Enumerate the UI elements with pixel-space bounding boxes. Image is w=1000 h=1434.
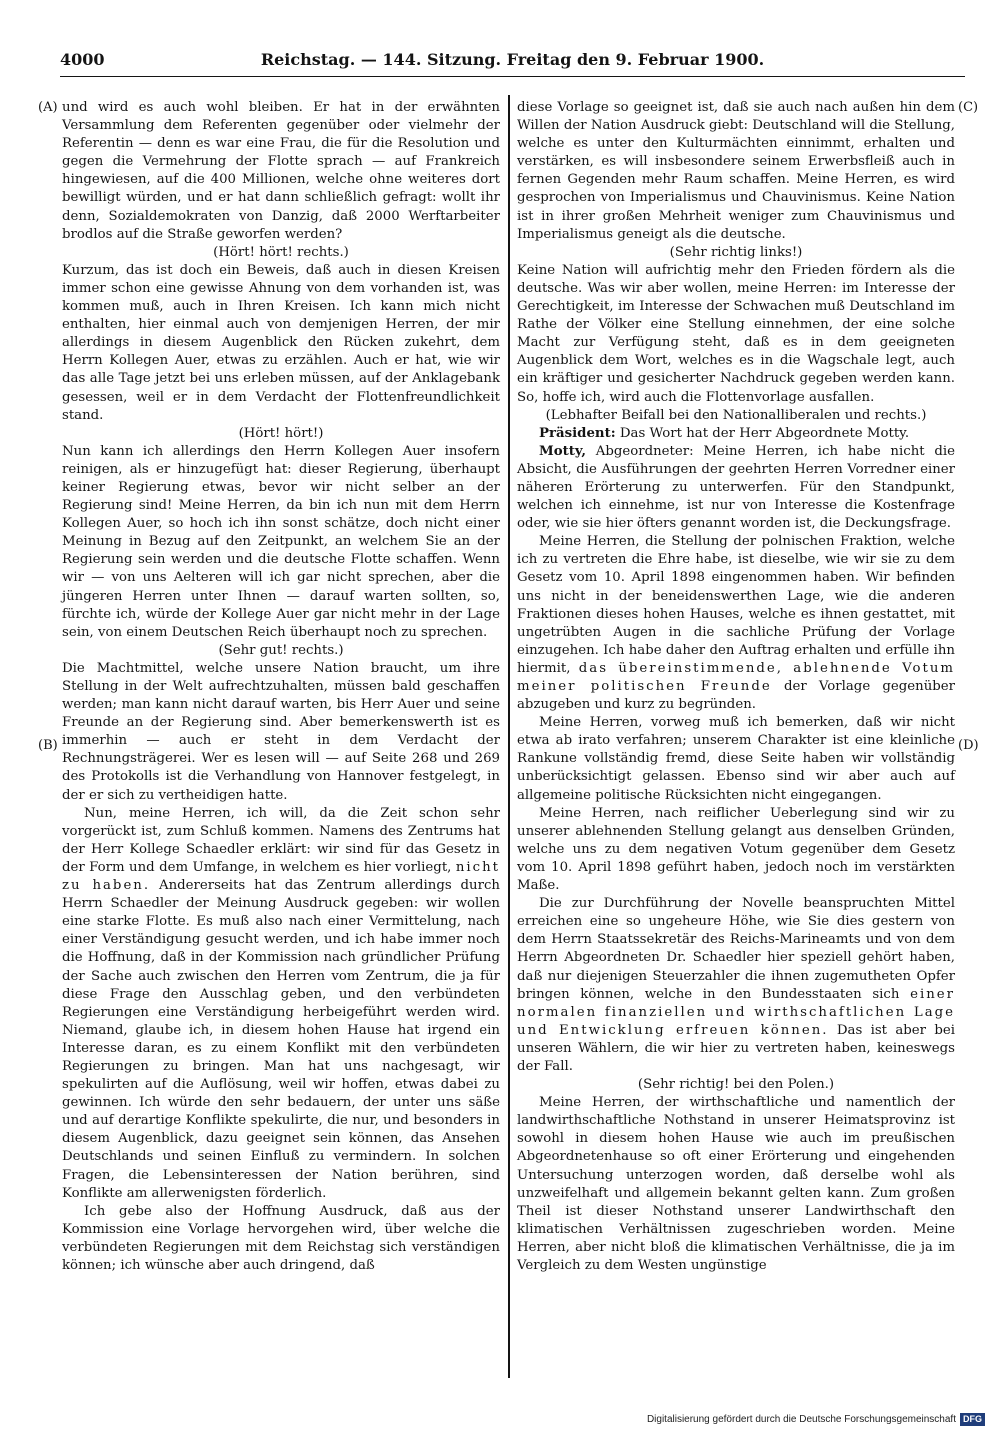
spaced-phrase: nicht zu haben. — [62, 859, 500, 894]
margin-letter-d: (D) — [958, 738, 979, 753]
margin-letter-a: (A) — [38, 100, 58, 115]
paragraph: Ich gebe also der Hoffnung Ausdruck, daß aus der Kommission eine Vorlage hervorgehen wird, über welche die verbündeten Regierungen mit dem Reichstag sich verständigen können; ich wünsche aber auch dringend, daß — [62, 1203, 500, 1273]
paragraph-text: Das ist aber bei unseren Wählern, die wir hier zu vertreten haben, keineswegs der Fall. — [517, 1022, 955, 1074]
running-head: Reichstag. — 144. Sitzung. Freitag den 9. Februar 1900. — [260, 50, 765, 69]
dfg-logo: DFG — [960, 1413, 985, 1426]
interjection: (Sehr richtig! bei den Polen.) — [637, 1077, 835, 1093]
paragraph-text: Das Wort hat der Herr Abgeordnete Motty. — [619, 425, 910, 441]
paragraph: Meine Herren, nach reiflicher Ueberlegung sind wir zu unserer ablehnenden Stellung gelangt aus denselben Gründen, welche uns zu dem negativen Votum gegenüber dem Gesetz vom 10. April 1898 geführt haben, jedoch noch im verstärkten Maße. — [517, 805, 955, 894]
page-header — [60, 50, 965, 76]
paragraph-text: Meine Herren, die Stellung der polnischen Fraktion, welche ich zu vertreten die Ehre habe, ist dieselbe, wie wir sie zu dem Gesetz vom 10. April 1898 eingenommen haben. Wir befinden uns nicht in der beneidenswerthen Lage, wie die anderen Fraktionen dieses hohen Hauses, welche es ihnen gestattet, mit ungetrübten Augen in die sachliche Prüfung der Vorlage einzugehen. Ich habe daher den Auftrag erhalten und erfülle ihn hiermit, — [517, 534, 955, 676]
spaced-phrase: das übereinstimmende, ablehnende Votum meiner politischen Freunde — [517, 660, 955, 694]
paragraph: und wird es auch wohl bleiben. Er hat in der erwähnten Versammlung dem Referenten gegenüber oder vielmehr der Referentin — denn es war eine Frau, die für die Resolution und gegen die Vermehrung der Flotte sprach — auf Frankreich hingewiesen, auf die 400 Millionen, welche ohne weiteres dort bewilligt würden, und er hat dann schließlich gefragt: wollt ihr denn, Sozialdemokraten von Danzig, daß 2000 Werftarbeiter brodlos auf die Straße geworfen werden? — [62, 100, 500, 242]
interjection: (Lebhafter Beifall bei den Nationalliberalen und rechts.) — [545, 407, 927, 423]
right-column — [517, 99, 955, 1275]
paragraph-text: Abgeordneter: Meine Herren, ich habe nicht die Absicht, die Ausführungen der geehrten Herren Vorredner einer näheren Erörterung zu unterwerfen. Für den Standpunkt, welchen ich einnehme, ist nur von Interesse die Kostenfrage oder, wie sie hier öfters genannt worden ist, die Deckungsfrage. — [517, 443, 955, 532]
paragraph — [517, 425, 955, 443]
margin-letter-c: (C) — [958, 100, 979, 115]
paragraph — [517, 533, 955, 714]
paragraph — [517, 443, 955, 533]
paragraph: diese Vorlage so geeignet ist, daß sie auch nach außen hin dem Willen der Nation Ausdruck giebt: Deutschland will die Stellung, welche es unter den Kulturmächten einnimmt, erhalten und verstärken, es will insbesondere seinem Erwerbsfleiß auch in fernen Gegenden mehr Raum schaffen. Meine Herren, es wird gesprochen von Imperialismus und Chauvinismus. Keine Nation ist in ihrer großen Mehrheit weniger zum Chauvinismus und Imperialismus geneigt als die deutsche. — [517, 100, 955, 242]
paragraph-text: Nun, meine Herren, ich will, da die Zeit schon sehr vorgerückt ist, zum Schluß kommen. Namens des Zentrums hat der Herr Kollege Schaedler erklärt: wir sind für das Gesetz in der Form und dem Umfange, in welchem es hier vorliegt, — [62, 805, 500, 875]
credit-text: Digitalisierung gefördert durch die Deutsche Forschungsgemeinschaft — [646, 1414, 956, 1425]
paragraph: Kurzum, das ist doch ein Beweis, daß auch in diesen Kreisen immer schon eine gewisse Ahnung von dem vorhanden ist, was kommen muß, auch in Ihren Kreisen. Ich kann mich nicht enthalten, hier einmal auch von demjenigen Herren, der mir allerdings in diesem Augenblick den Rücken zukehrt, dem Herrn Kollegen Auer, etwas zu erzählen. Auch er hat, wie wir das alle Tage jetzt bei uns erleben müssen, auf der Anklagebank gesessen, weil er in dem Verdacht der Flottenfreundlichkeit stand. — [62, 262, 500, 423]
speaker-name: Präsident: — [539, 425, 616, 441]
left-column — [62, 99, 500, 1275]
margin-letter-b: (B) — [38, 738, 58, 753]
paragraph-text: Andererseits hat das Zentrum allerdings durch Herrn Schaedler der Meinung Ausdruck gegeben: wir wollen eine starke Flotte. Es muß also nach einer Vermittelung, nach einer Verständigung gesucht werden, und ich habe immer noch die Hoffnung, daß in der Kommission nach gründlicher Prüfung der Sache auch zwischen den Herren vom Zentrum, die ja für diese Frage den Ausschlag geben, und den verbündeten Regierungen eine Verständigung herbeigeführt werden wird. Niemand, glaube ich, in diesem hohen Hause hat irgend ein Interesse daran, es zu einem Konflikt mit den verbündeten Regierungen zu bringen. Man hat uns nachgesagt, wir spekulirten auf die Auflösung, weil wir hoffen, etwas dabei zu gewinnen. Ich würde den sehr bedauern, der unter uns säße und auf derartige Konflikte spekulirte, die nur, und besonders in diesem Augenblick, dazu geeignet sein können, das Ansehen Deutschlands und seinen Einfluß zu vermindern. In solchen Fragen, die Lebensinteressen der Nation berühren, sind Konflikte am allerwenigsten förderlich. — [62, 878, 500, 1201]
paragraph: Meine Herren, vorweg muß ich bemerken, daß wir nicht etwa ab irato verfahren; unserem Charakter ist eine kleinliche Rankune vollständig fremd, diese Seite haben wir vollständig unberücksichtigt gelassen. Ebenso sind wir aber auch auf allgemeine politische Rücksichten nicht eingegangen. — [517, 715, 955, 803]
paragraph: Meine Herren, der wirthschaftliche und namentlich der landwirthschaftliche Nothstand in unserer Heimatsprovinz ist sowohl in diesem hohen Hause wie auch im preußischen Abgeordnetenhause so oft einer Erörterung und eingehenden Untersuchung unterzogen worden, daß derselbe wohl als unzweifelhaft und allgemein bekannt gelten kann. Zum großen Theil ist dieser Nothstand unserer Landwirthschaft den klimatischen Verhältnissen zugeschrieben worden. Meine Herren, aber nicht bloß die klimatischen Verhältnisse, die ja im Vergleich zu dem Westen ungünstige — [517, 1095, 955, 1273]
paragraph — [62, 805, 500, 1203]
paragraph: Keine Nation will aufrichtig mehr den Frieden fördern als die deutsche. Was wir aber wollen, meine Herren: im Interesse der Gerechtigkeit, im Interesse der Schwachen muß Deutschland im Rathe der Völker eine Stellung einnehmen, der eine solche Macht zur Verfügung steht, daß es in dem geeigneten Augenblick dem Wort, welches es in die Wagschale legt, auch ein kräftiger und gesicherter Nachdruck gegeben werden kann. So, hoffe ich, wird auch die Flottenvorlage ausfallen. — [517, 262, 955, 405]
interjection: (Sehr gut! rechts.) — [218, 642, 344, 658]
column-divider — [508, 95, 510, 1378]
digitization-credit — [600, 1413, 985, 1427]
header-rule — [60, 76, 965, 77]
speaker-name: Motty, — [539, 443, 586, 459]
spaced-phrase: einer normalen finanziellen und wirthschaftlichen Lage und Entwicklung erfreuen können. — [517, 986, 955, 1038]
paragraph-text: Die zur Durchführung der Novelle beanspruchten Mittel erreichen eine so ungeheure Höhe, wie Sie dies gestern von dem Herrn Staatssekretär des Reichs-Marineamts und von dem Herrn Abgeordneten Dr. Schaedler hier speziell gehört haben, daß nur diejenigen Steuerzahler die ihnen zugemutheten Opfer bringen können, welche in den Bundesstaaten sich — [517, 896, 955, 1002]
paragraph-text: der Vorlage gegenüber abzugeben und kurz zu begründen. — [517, 679, 955, 713]
interjection: (Sehr richtig links!) — [669, 244, 803, 260]
paragraph — [517, 895, 955, 1076]
paragraph: Die Machtmittel, welche unsere Nation braucht, um ihre Stellung in der Welt aufrechtzuhalten, müssen bald geschaffen werden; man kann nicht darauf warten, bis Herr Auer und seine Freunde an der Regierung sind. Aber bemerkenswerth ist es immerhin — auch er steht in dem Verdacht der Rechnungsträgerei. Wer es lesen will — auf Seite 268 und 269 des Protokolls ist die Verhandlung von Hannover festgelegt, in der er sich zu vertheidigen hatte. — [62, 660, 500, 803]
interjection: (Hört! hört! rechts.) — [213, 244, 349, 260]
interjection: (Hört! hört!) — [238, 425, 324, 441]
page-number: 4000 — [60, 50, 105, 69]
paragraph: Nun kann ich allerdings den Herrn Kollegen Auer insofern reinigen, als er hinzugefügt hat: dieser Regierung, überhaupt keiner Regierung etwas, bevor wir nicht selber an der Regierung sind! Meine Herren, da bin ich nun mit dem Herrn Kollegen Auer, so hoch ich ihn sonst schätze, doch nicht einer Meinung in Bezug auf den Zeitpunkt, an welchem Sie an der Regierung sein werden und die deutsche Flotte schaffen. Wenn wir — von uns Aelteren will ich gar nicht sprechen, aber die jüngeren Herren unter Ihnen — darauf warten sollten, so, fürchte ich, würde der Kollege Auer gar nicht mehr in der Lage sein, von einem Deutschen Reich überhaupt noch zu sprechen. — [62, 443, 500, 640]
